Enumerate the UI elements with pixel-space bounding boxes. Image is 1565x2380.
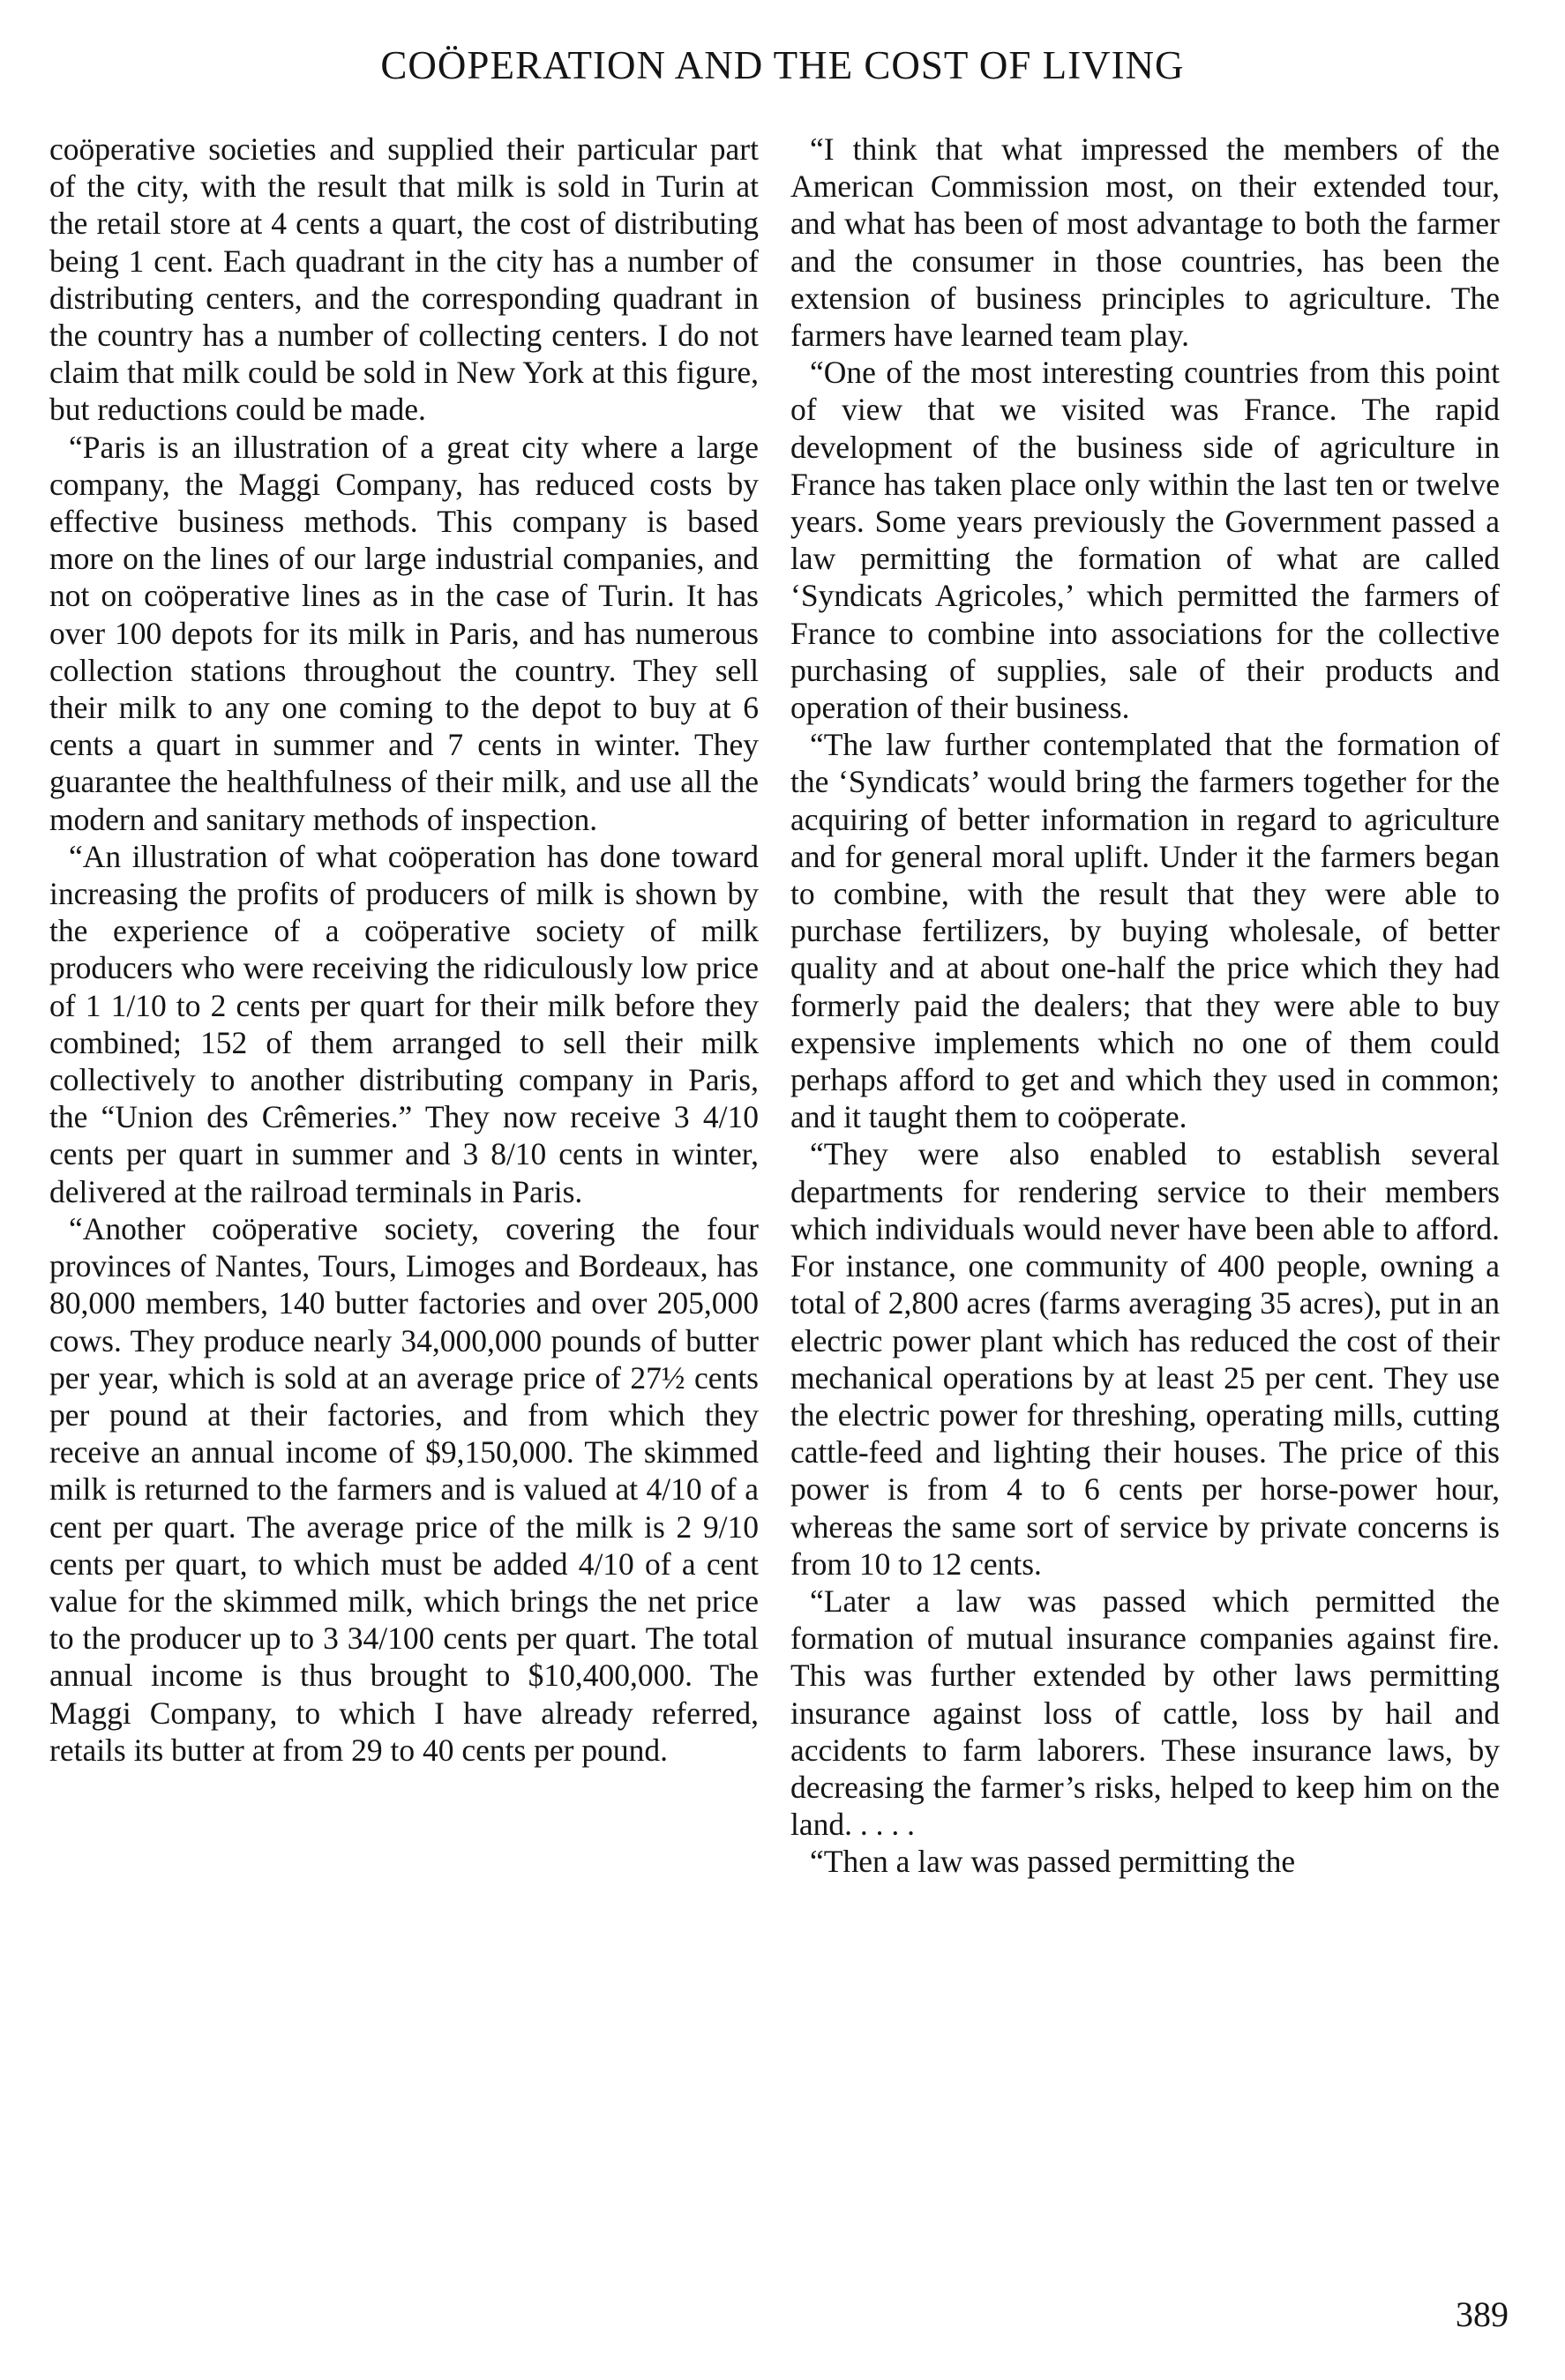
right-column: [790, 131, 1500, 2265]
paragraph: “Paris is an illustration of a great city where a large company, the Maggi Company, has reduced costs by effective business methods. This company is based more on the lines of our large industrial companies, and not on coöperative lines as in the case of Turin. It has over 100 depots for its milk in Paris, and has numerous collection stations throughout the country. They sell their milk to any one coming to the depot to buy at 6 cents a quart in summer and 7 cents in winter. They guarantee the healthfulness of their milk, and use all the modern and sanitary methods of inspection.: [49, 429, 759, 837]
paragraph: “The law further contemplated that the formation of the ‘Syndicats’ would bring the farmers together for the acquiring of better information in regard to agriculture and for general moral uplift. Under it the farmers began to combine, with the result that they were able to purchase fertilizers, by buying wholesale, of better quality and at about one-half the price which they had formerly paid the dealers; that they were able to buy expensive implements which no one of them could perhaps afford to get and which they used in common; and it taught them to coöperate.: [790, 727, 1500, 1135]
paragraph: “I think that what impressed the members of the American Commission most, on their extended tour, and what has been of most advantage to both the farmer and the consumer in those countries, has been the extension of business principles to agriculture. The farmers have learned team play.: [790, 131, 1500, 354]
paragraph: “Then a law was passed permitting the: [810, 1844, 1296, 1880]
paragraph: “An illustration of what coöperation has done toward increasing the profits of producers of milk is shown by the experience of a coöperative society of milk producers who were receiving the ridiculously low price of 1 1/10 to 2 cents per quart for their milk before they combined; 152 of them arranged to sell their milk collectively to another distributing company in Paris, the “Union des Crêmeries.” They now receive 3 4/10 cents per quart in summer and 3 8/10 cents in winter, delivered at the railroad terminals in Paris.: [49, 838, 759, 1209]
left-column: [49, 131, 759, 2265]
paragraph: coöperative societies and supplied their particular part of the city, with the result that milk is sold in Turin at the retail store at 4 cents a quart, the cost of distributing being 1 cent. Each quadrant in the city has a number of distributing centers, and the corresponding quadrant in the country has a number of collecting centers. I do not claim that milk could be sold in New York at this figure, but reductions could be made.: [49, 131, 759, 428]
paragraph: “One of the most interesting countries from this point of view that we visited was France. The rapid development of the business side of agriculture in France has taken place only within the last ten or twelve years. Some years previously the Government passed a law permitting the formation of what are called ‘Syndicats Agricoles,’ which permitted the farmers of France to combine into associations for the collective purchasing of supplies, sale of their products and operation of their business.: [790, 355, 1500, 726]
paragraph: “They were also enabled to establish several departments for rendering service to their members which individuals would never have been able to afford. For instance, one community of 400 people, owning a total of 2,800 acres (farms averaging 35 acres), put in an electric power plant which has reduced the cost of their mechanical operations by at least 25 per cent. They use the electric power for threshing, operating mills, cutting cattle-feed and lighting their houses. The price of this power is from 4 to 6 cents per horse-power hour, whereas the same sort of service by private concerns is from 10 to 12 cents.: [790, 1136, 1500, 1582]
page-number: 389: [1456, 2294, 1509, 2334]
paragraph: “Later a law was passed which permitted the formation of mutual insurance companies against fire. This was further extended by other laws permitting insurance against loss of cattle, loss by hail and accidents to farm laborers. These insurance laws, by decreasing the farmer’s risks, helped to keep him on the land. . . . .: [790, 1583, 1500, 1843]
running-title: COÖPERATION AND THE COST OF LIVING: [380, 43, 1185, 87]
paragraph: “Another coöperative society, covering the four provinces of Nantes, Tours, Limoges and Bordeaux, has 80,000 members, 140 butter factories and over 205,000 cows. They produce nearly 34,000,000 pounds of butter per year, which is sold at an average price of 27½ cents per pound at their factories, and from which they receive an annual income of $9,150,000. The skimmed milk is returned to the farmers and is valued at 4/10 of a cent per quart. The average price of the milk is 2 9/10 cents per quart, to which must be added 4/10 of a cent value for the skimmed milk, which brings the net price to the producer up to 3 34/100 cents per quart. The total annual income is thus brought to $10,400,000. The Maggi Company, to which I have already referred, retails its butter at from 29 to 40 cents per pound.: [49, 1210, 759, 1768]
